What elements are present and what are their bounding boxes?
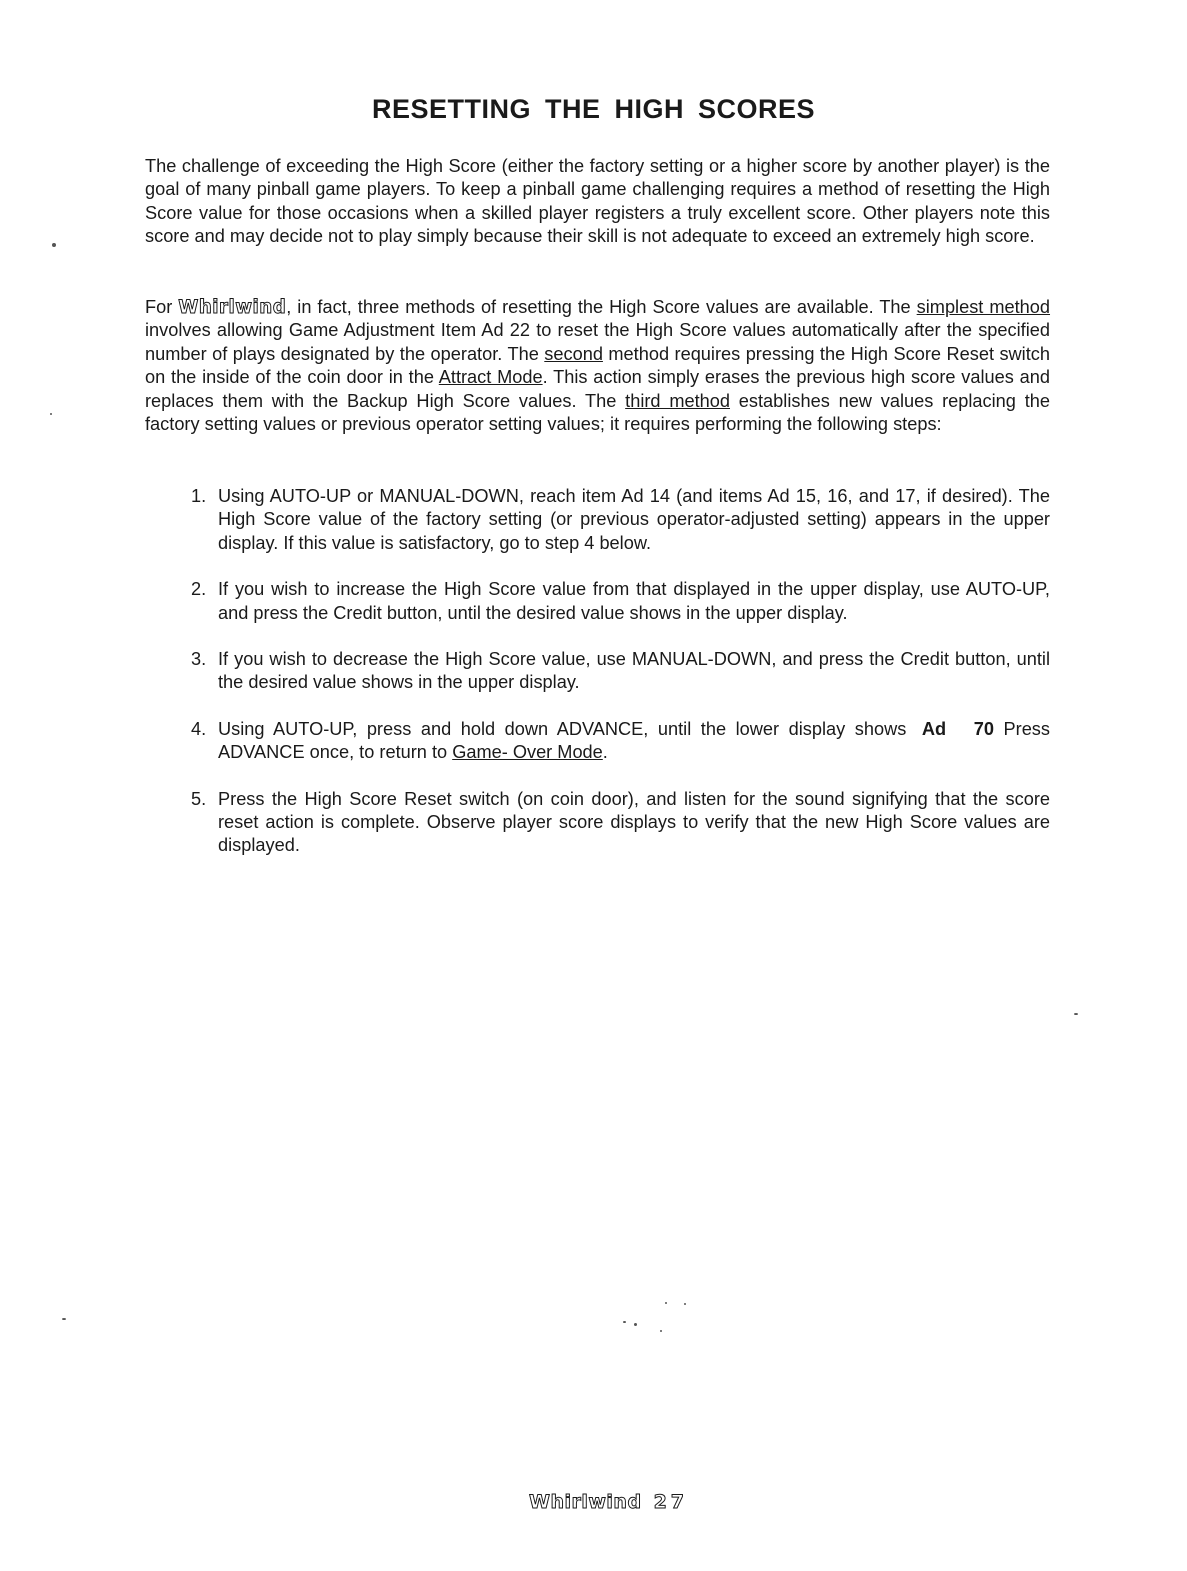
step-4-text-c: . (602, 742, 608, 763)
attract-mode-underlined: Attract Mode (438, 367, 543, 388)
methods-text-1: , in fact, three methods of resetting the High Score values are available. The (286, 297, 917, 317)
intro-paragraph: The challenge of exceeding the High Score (either the factory setting or a higher score by another player) is the goal of many pinball game players. To keep a pinball game challenging requires a method of resetting the High Score value for those occasions when a skilled player registers a truly excellent score. Other players note this score and may decide not to play simply because their skill is not adequate to exceed an extremely high score. (145, 156, 1050, 247)
page-footer (0, 1491, 1187, 1514)
game-over-mode-underlined: Game- Over Mode (452, 742, 603, 763)
step-text: If you wish to increase the High Score value from that displayed in the upper display, use AUTO-UP, and press the Credit button, until the desired value shows in the upper display. (218, 579, 1050, 623)
scan-speck (665, 1302, 667, 1304)
steps-list (185, 485, 1050, 881)
page-title: RESETTING THE HIGH SCORES (371, 94, 816, 124)
step-number: 1. (191, 486, 207, 506)
scan-speck (1074, 1013, 1078, 1015)
scan-speck (52, 243, 56, 247)
step-text: Press the High Score Reset switch (on coin door), and listen for the sound signifying that the score reset action is complete. Observe player score displays to verify that the new High Score values are displayed. (218, 788, 1050, 856)
scan-speck (684, 1303, 686, 1305)
step-item (185, 485, 1050, 555)
footer-game-name: Whirlwind (528, 1491, 642, 1513)
methods-text-4: . This action simply erases the previous high score values and replaces them with the Backup High Score values. The (145, 367, 1051, 411)
step-number: 4. (191, 718, 207, 739)
methods-text-3: method requires pressing the High Score Reset switch on the inside of the coin door in the (145, 343, 1050, 388)
second-method-underlined: second (544, 343, 603, 364)
step-text: If you wish to decrease the High Score value, use MANUAL-DOWN, and press the Credit button, until the desired value shows in the upper display. (218, 649, 1050, 693)
simplest-method-underlined: simplest method (916, 297, 1051, 317)
scan-speck (50, 413, 52, 415)
step-number: 5. (191, 788, 207, 809)
step-text (218, 718, 1050, 765)
third-method-underlined: third method (625, 390, 730, 411)
methods-text-2: involves allowing Game Adjustment Item Ad 22 to reset the High Score values automatically after the specified number of plays designated by the operator. The (145, 320, 1050, 364)
step-4-text-b: Press ADVANCE once, to return to (218, 718, 1050, 763)
scan-speck (634, 1323, 637, 1326)
scan-speck (660, 1330, 662, 1332)
page-number: 27 (653, 1491, 689, 1513)
game-name-logo: Whirlwind (178, 297, 287, 318)
methods-for: For (145, 297, 179, 317)
step-item (185, 648, 1050, 695)
step-item (185, 718, 1050, 765)
step-text: Using AUTO-UP or MANUAL-DOWN, reach item Ad 14 (and items Ad 15, 16, and 17, if desired). The High Score value of the factory setting (or previous operator-adjusted setting) appears in the upper display. If this value is satisfactory, go to step 4 below. (218, 486, 1050, 553)
step-number: 3. (191, 649, 207, 670)
methods-paragraph (145, 296, 1050, 436)
methods-text-5: establishes new values replacing the factory setting values or previous operator setting values; it requires performing the following steps: (145, 390, 1050, 435)
step-item (185, 788, 1050, 858)
ad-code: Ad 70 (921, 718, 994, 739)
scan-speck (623, 1321, 626, 1323)
step-item (185, 578, 1050, 625)
scan-speck (62, 1318, 66, 1320)
step-4-text-a: Using AUTO-UP, press and hold down ADVANCE, until the lower display shows (218, 718, 916, 739)
step-number: 2. (191, 579, 207, 600)
